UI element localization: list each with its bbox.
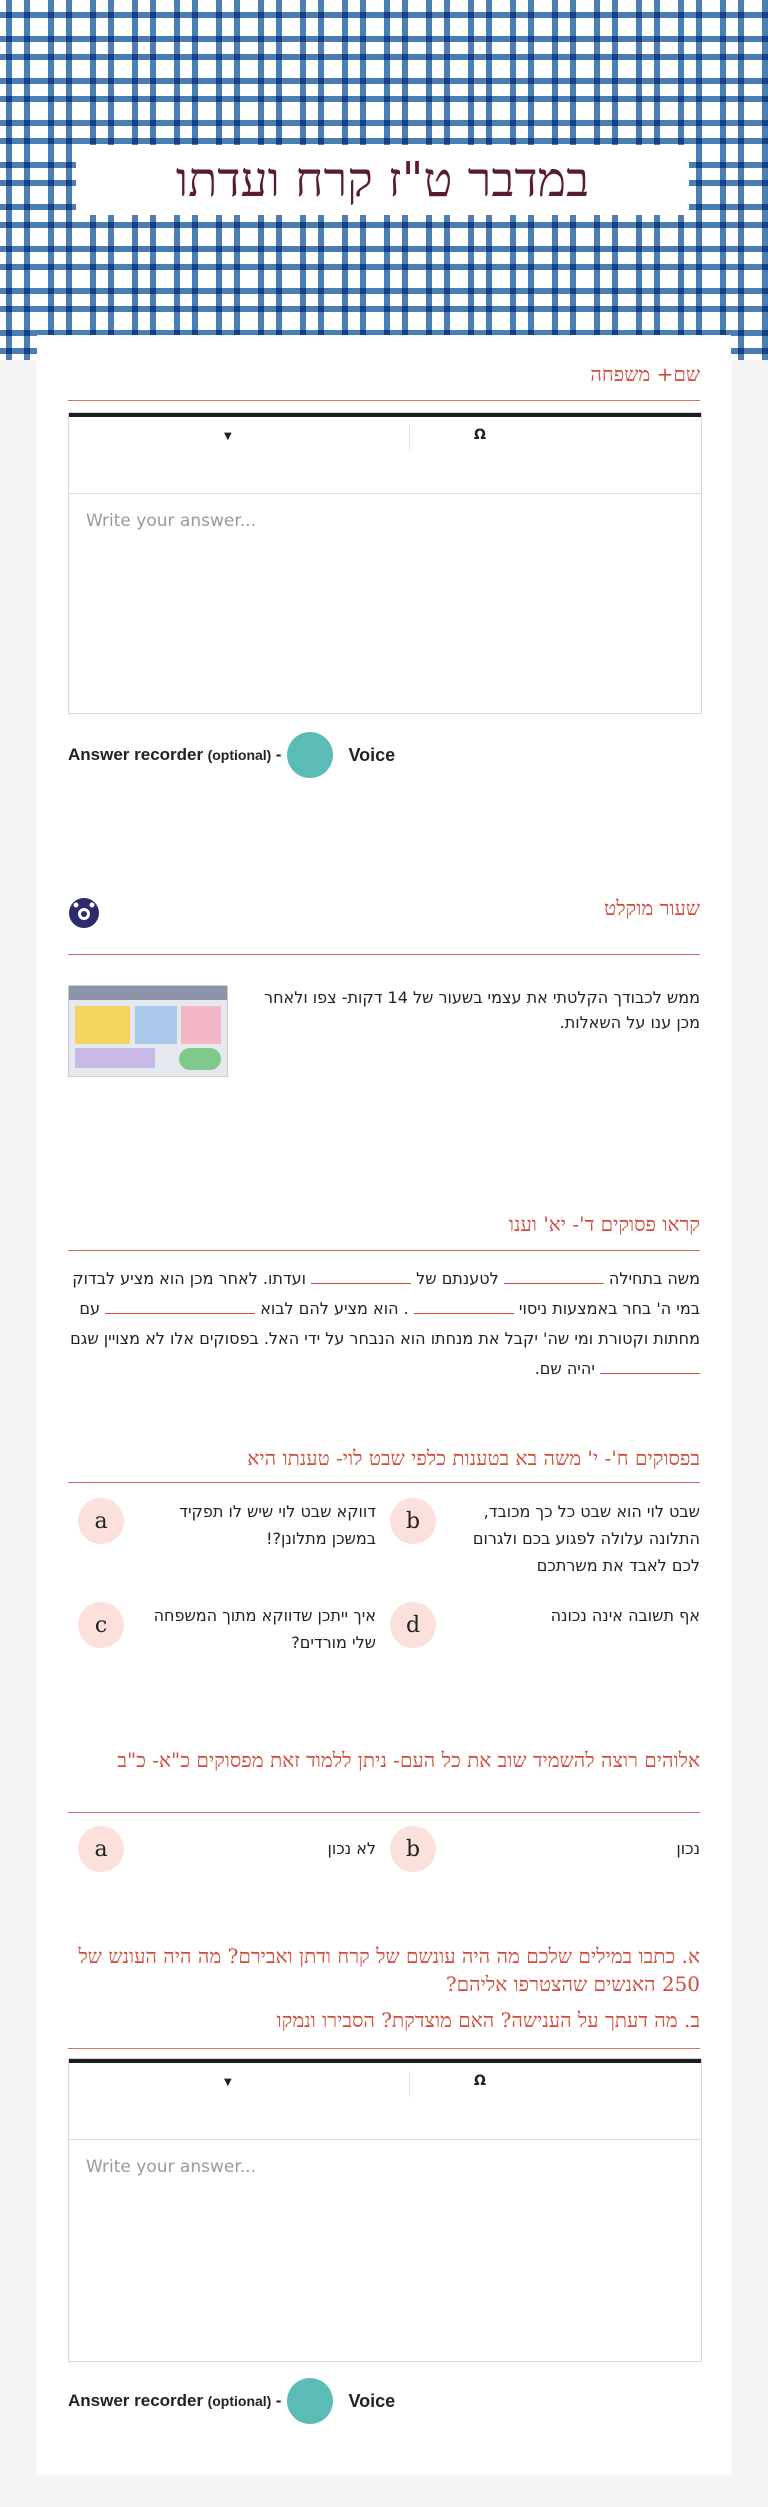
option-text: לא נכון bbox=[327, 1839, 376, 1858]
divider bbox=[68, 1250, 700, 1251]
voice-label: Voice bbox=[348, 744, 396, 765]
page-title: במדבר ט"ז קרח ועדתו bbox=[175, 152, 590, 208]
recorder-dash: - bbox=[275, 745, 282, 764]
omega-icon[interactable]: Ω bbox=[474, 2073, 486, 2089]
divider bbox=[68, 954, 700, 955]
omega-icon[interactable]: Ω bbox=[474, 427, 486, 443]
recorder-label: Answer recorder bbox=[68, 745, 204, 764]
fill-section-title: קראו פסוקים ד'- יא' וענו bbox=[508, 1212, 700, 1236]
fill-blank-4[interactable] bbox=[105, 1297, 255, 1314]
toolbar-separator bbox=[409, 2071, 410, 2097]
option-letter: c bbox=[78, 1602, 124, 1648]
fill-text: לטענתם של bbox=[416, 1269, 499, 1288]
divider bbox=[68, 2048, 700, 2049]
answer-placeholder[interactable]: Write your answer... bbox=[86, 2157, 256, 2177]
editor-toolbar bbox=[69, 417, 701, 494]
fill-text: האל. בפסוקים אלו לא מצויין שגם bbox=[70, 1329, 300, 1348]
mc1-option-b[interactable] bbox=[390, 1498, 700, 1579]
mc2-option-b[interactable] bbox=[390, 1826, 700, 1872]
fill-text: ועדתו. לאחר מכן הוא מציע bbox=[120, 1269, 306, 1288]
option-letter: a bbox=[78, 1826, 124, 1872]
open-question-title-b: ב. מה דעתך על הענישה? האם מוצדקת? הסבירו ונמקו bbox=[276, 2008, 700, 2032]
mc2-option-a[interactable] bbox=[78, 1826, 378, 1872]
mc1-title: בפסוקים ח'- י' משה בא בטענות כלפי שבט לוי- טענתו היא bbox=[247, 1446, 700, 1470]
mc1-option-c[interactable] bbox=[78, 1602, 378, 1656]
fill-text: משה בתחילה bbox=[608, 1269, 700, 1288]
divider bbox=[68, 1482, 700, 1483]
header-pattern bbox=[0, 0, 768, 360]
caret-down-icon[interactable]: ▼ bbox=[224, 2077, 232, 2088]
mc1-option-a[interactable] bbox=[78, 1498, 378, 1552]
answer-recorder bbox=[68, 2378, 395, 2424]
fill-text: יהיה שם. bbox=[534, 1359, 595, 1378]
fill-in-paragraph bbox=[68, 1264, 700, 1384]
name-answer-editor[interactable] bbox=[68, 412, 702, 714]
toolbar-separator bbox=[409, 425, 410, 451]
open-answer-editor[interactable] bbox=[68, 2058, 702, 2362]
eye-logo-icon bbox=[68, 897, 100, 929]
name-section-title: שם+ משפחה bbox=[590, 362, 700, 386]
fill-blank-1[interactable] bbox=[504, 1267, 604, 1284]
open-question-title-a: א. כתבו במילים שלכם מה היה עונשם של קרח ודתן ואבירם? מה היה העונש של 250 האנשים שהצטרפו אליהם? bbox=[78, 1944, 700, 1996]
voice-label: Voice bbox=[348, 2390, 396, 2411]
divider bbox=[68, 400, 700, 401]
recorder-optional: (optional) bbox=[207, 2393, 272, 2409]
mc1-option-d[interactable] bbox=[390, 1602, 700, 1648]
divider bbox=[68, 1812, 700, 1813]
option-letter: b bbox=[390, 1826, 436, 1872]
option-letter: a bbox=[78, 1498, 124, 1544]
title-box bbox=[76, 145, 689, 215]
record-icon[interactable] bbox=[287, 2378, 333, 2424]
fill-text: . הוא מציע להם לבוא bbox=[260, 1299, 409, 1318]
mc2-title: אלוהים רוצה להשמיד שוב את כל העם- ניתן ללמוד זאת מפסוקים כ"א- כ"ב bbox=[117, 1748, 700, 1772]
option-text: איך ייתכן שדווקא מתוך המשפחה שלי מורדים? bbox=[153, 1606, 376, 1652]
fill-text: לבדוק במי ה' בחר באמצעות ניסוי bbox=[72, 1269, 700, 1318]
fill-blank-3[interactable] bbox=[414, 1297, 514, 1314]
option-text: שבט לוי הוא שבט כל כך מכובד, התלונה עלולה לפגוע בכם ולגרום לכם לאבד את משרתכם bbox=[472, 1502, 700, 1575]
video-thumbnail[interactable] bbox=[68, 985, 228, 1077]
recorder-label: Answer recorder bbox=[68, 2391, 204, 2410]
video-section-title: שעור מוקלט bbox=[604, 896, 700, 920]
fill-text: עם מחתות וקטורת ומי שה' יקבל את מנחתו הוא הנבחר על ידי bbox=[79, 1299, 700, 1348]
editor-toolbar bbox=[69, 2063, 701, 2140]
video-description: ממש לכבודך הקלטתי את עצמי בשעור של 14 דקות- צפו ולאחר מכן ענו על השאלות. bbox=[264, 988, 700, 1032]
option-text: אף תשובה אינה נכונה bbox=[550, 1606, 700, 1625]
caret-down-icon[interactable]: ▼ bbox=[224, 431, 232, 442]
option-text: נכון bbox=[676, 1839, 700, 1858]
option-letter: b bbox=[390, 1498, 436, 1544]
answer-recorder bbox=[68, 732, 395, 778]
fill-blank-5[interactable] bbox=[600, 1357, 700, 1374]
option-text: דווקא שבט לוי שיש לו תפקיד במשכן מתלונן?! bbox=[179, 1502, 376, 1548]
recorder-dash: - bbox=[275, 2391, 282, 2410]
answer-placeholder[interactable]: Write your answer... bbox=[86, 511, 256, 531]
record-icon[interactable] bbox=[287, 732, 333, 778]
option-letter: d bbox=[390, 1602, 436, 1648]
recorder-optional: (optional) bbox=[207, 747, 272, 763]
fill-blank-2[interactable] bbox=[311, 1267, 411, 1284]
